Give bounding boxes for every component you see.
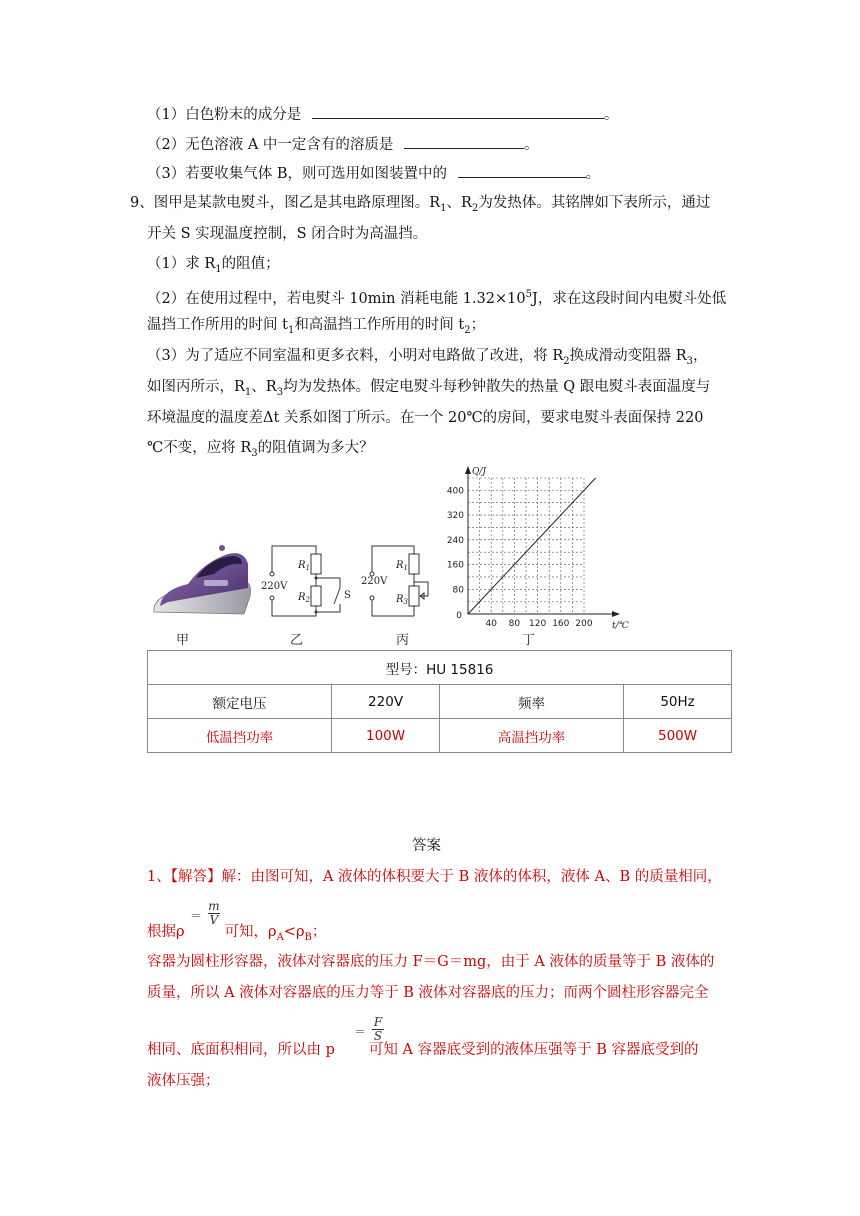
text: 相同、底面积相同，所以由 p — [147, 1042, 335, 1058]
fraction-f-over-s — [354, 1015, 384, 1043]
equals-sign: ＝ — [354, 1025, 367, 1039]
r2-label — [297, 592, 311, 604]
model-cell: 型号：HU 15816 — [148, 651, 732, 685]
x-tick-label: 80 — [508, 619, 521, 629]
r-sub: 2 — [305, 596, 310, 604]
x-axis-label: t/℃ — [612, 621, 629, 631]
figure-label-yi: 乙 — [290, 633, 304, 648]
r-sub: 3 — [403, 598, 408, 606]
sub: 3 — [251, 447, 258, 459]
q9-part3-line4 — [147, 438, 374, 464]
answer-blank — [404, 134, 524, 149]
y-tick-label: 80 — [452, 585, 464, 596]
figure-label-bing: 丙 — [396, 633, 410, 648]
q8-sub1-text: （1）白色粉末的成分是 — [147, 107, 302, 123]
sub: 2 — [464, 324, 471, 336]
q8-sub2 — [147, 134, 539, 155]
table-cell: 频率 — [439, 685, 623, 719]
origin-label: 0 — [456, 611, 462, 621]
text: J，求在这段时间内电熨斗处低 — [532, 290, 727, 307]
q9-part3-line2 — [147, 377, 710, 403]
r-letter: R — [396, 560, 404, 571]
r-letter: R — [298, 592, 306, 603]
figure-label-jia: 甲 — [176, 633, 190, 648]
equals-sign: ＝ — [190, 909, 203, 923]
r3-label — [395, 594, 409, 606]
q9-stem-text: 图甲是某款电熨斗，图乙是其电路原理图。R — [153, 195, 441, 211]
y-axis-label: Q/J — [472, 467, 487, 477]
r-letter: R — [298, 560, 306, 571]
table-cell: 低温挡功率 — [148, 719, 332, 753]
q9-stem-text: 、R — [446, 195, 472, 211]
text: （3）为了适应不同室温和更多衣料，小明对电路做了改进，将 R — [147, 348, 564, 364]
q8-sub3 — [147, 163, 600, 184]
text: 换成滑动变阻器 R — [569, 348, 687, 364]
y-tick-label: 320 — [446, 511, 464, 522]
period: 。 — [603, 107, 619, 123]
table-cell: 额定电压 — [148, 685, 332, 719]
text: ； — [470, 317, 486, 333]
text: 可知，ρ — [224, 924, 277, 940]
q9-part2 — [147, 285, 726, 309]
x-tick-label: 120 — [529, 619, 547, 629]
answer-line — [147, 1040, 698, 1060]
text: 可知 A 容器底受到的液体压强等于 B 容器底受到的 — [368, 1042, 699, 1058]
x-tick-label: 160 — [552, 619, 570, 629]
answer-line: 质量，所以 A 液体对容器底的压力等于 B 液体对容器底的压力；而两个圆柱形容器完全 — [147, 985, 709, 1001]
text: 的阻值调为多大？ — [257, 440, 374, 456]
x-tick-label: 200 — [575, 619, 593, 629]
voltage-label: 220V — [361, 576, 388, 587]
sub: 2 — [563, 355, 570, 367]
text: ℃不变，应将 R — [147, 440, 252, 456]
circuit-bing — [358, 538, 438, 624]
answer-blank — [312, 104, 604, 119]
table-cell: 500W — [624, 719, 732, 753]
period: 。 — [524, 137, 539, 153]
q8-sub2-text: （2）无色溶液 A 中一定含有的溶质是 — [147, 137, 394, 153]
sub: 3 — [276, 386, 284, 398]
question-number: 9、 — [130, 195, 154, 211]
table-cell: 高温挡功率 — [439, 719, 623, 753]
text: 温挡工作所用的时间 t — [147, 317, 288, 333]
voltage-label: 220V — [261, 581, 288, 592]
y-tick-label: 400 — [446, 486, 464, 497]
denominator: S — [373, 1029, 383, 1043]
text: 均为发热体。假定电熨斗每秒钟散失的热量 Q 跟电熨斗表面温度与 — [283, 379, 711, 395]
sup: 5 — [525, 289, 532, 300]
q9-stem-text: 为发热体。其铭牌如下表所示，通过 — [478, 195, 711, 211]
answer-line: 液体压强； — [147, 1073, 220, 1089]
y-axis-arrow — [465, 466, 471, 474]
figure-label-ding: 丁 — [522, 633, 536, 648]
nameplate-table — [147, 650, 732, 753]
circuit-yi — [258, 538, 356, 624]
text: 的阻值； — [221, 256, 280, 272]
r-letter: R — [396, 594, 404, 605]
sub: A — [276, 931, 284, 943]
table-row — [148, 651, 732, 685]
denominator: V — [209, 913, 219, 927]
answer-blank — [458, 163, 586, 178]
switch-label: S — [344, 590, 351, 601]
r-sub: 1 — [305, 564, 310, 572]
text: 根据ρ — [147, 924, 185, 940]
table-cell: 100W — [332, 719, 440, 753]
table-row — [148, 685, 732, 719]
text: （1）求 R — [147, 256, 216, 272]
sub: 1 — [244, 386, 252, 398]
sub: 1 — [440, 202, 447, 214]
sub: B — [304, 931, 312, 943]
q9-part1 — [147, 254, 280, 280]
sub: 1 — [215, 263, 222, 275]
answer-line — [147, 922, 326, 948]
q9-part2-line2 — [147, 315, 485, 341]
text: 和高温挡工作所用的时间 t — [294, 317, 465, 333]
table-row — [148, 719, 732, 753]
q9-stem-line2: 开关 S 实现温度控制，S 闭合时为高温挡。 — [147, 226, 428, 242]
series-line — [468, 478, 596, 614]
sub: 1 — [287, 324, 295, 336]
text: ， — [693, 348, 708, 364]
table-cell: 220V — [332, 685, 440, 719]
numerator: m — [208, 899, 220, 913]
y-tick-label: 240 — [446, 535, 464, 546]
q9-part3-line3: 环境温度的温度差Δt 关系如图丁所示。在一个 20℃的房间，要求电熨斗表面保持 220 — [147, 410, 704, 426]
numerator: F — [373, 1015, 383, 1029]
answer-line: 容器为圆柱形容器，液体对容器底的压力 F＝G＝mg，由于 A 液体的质量等于 B 液体的 — [147, 954, 715, 970]
answer-line: 1、【解答】解：由图可知，A 液体的体积要大于 B 液体的体积，液体 A、B 的质量相同， — [147, 869, 722, 885]
text: 如图丙所示，R — [147, 379, 245, 395]
q8-sub3-text: （3）若要收集气体 B，则可选用如图装置中的 — [147, 166, 447, 182]
text: <ρ — [283, 924, 305, 940]
x-tick-label: 40 — [485, 619, 497, 629]
y-tick-label: 160 — [446, 560, 464, 571]
r1-label — [395, 560, 408, 572]
r-sub: 1 — [403, 564, 408, 572]
q9-stem — [130, 193, 710, 219]
sub: 3 — [686, 355, 694, 367]
table-cell: 50Hz — [624, 685, 732, 719]
text: ； — [311, 924, 327, 940]
r1-label — [297, 560, 310, 572]
chart-q-vs-t — [440, 462, 640, 632]
text: （2）在使用过程中，若电熨斗 10min 消耗电能 1.32×10 — [147, 290, 526, 307]
sub: 2 — [471, 202, 479, 214]
x-axis-arrow — [612, 611, 620, 617]
q8-sub1 — [147, 104, 618, 125]
answer-heading: 答案 — [412, 838, 441, 854]
iron-illustration — [148, 540, 254, 624]
q9-part3 — [147, 346, 708, 372]
text: 、R — [251, 379, 277, 395]
period: 。 — [585, 166, 601, 182]
